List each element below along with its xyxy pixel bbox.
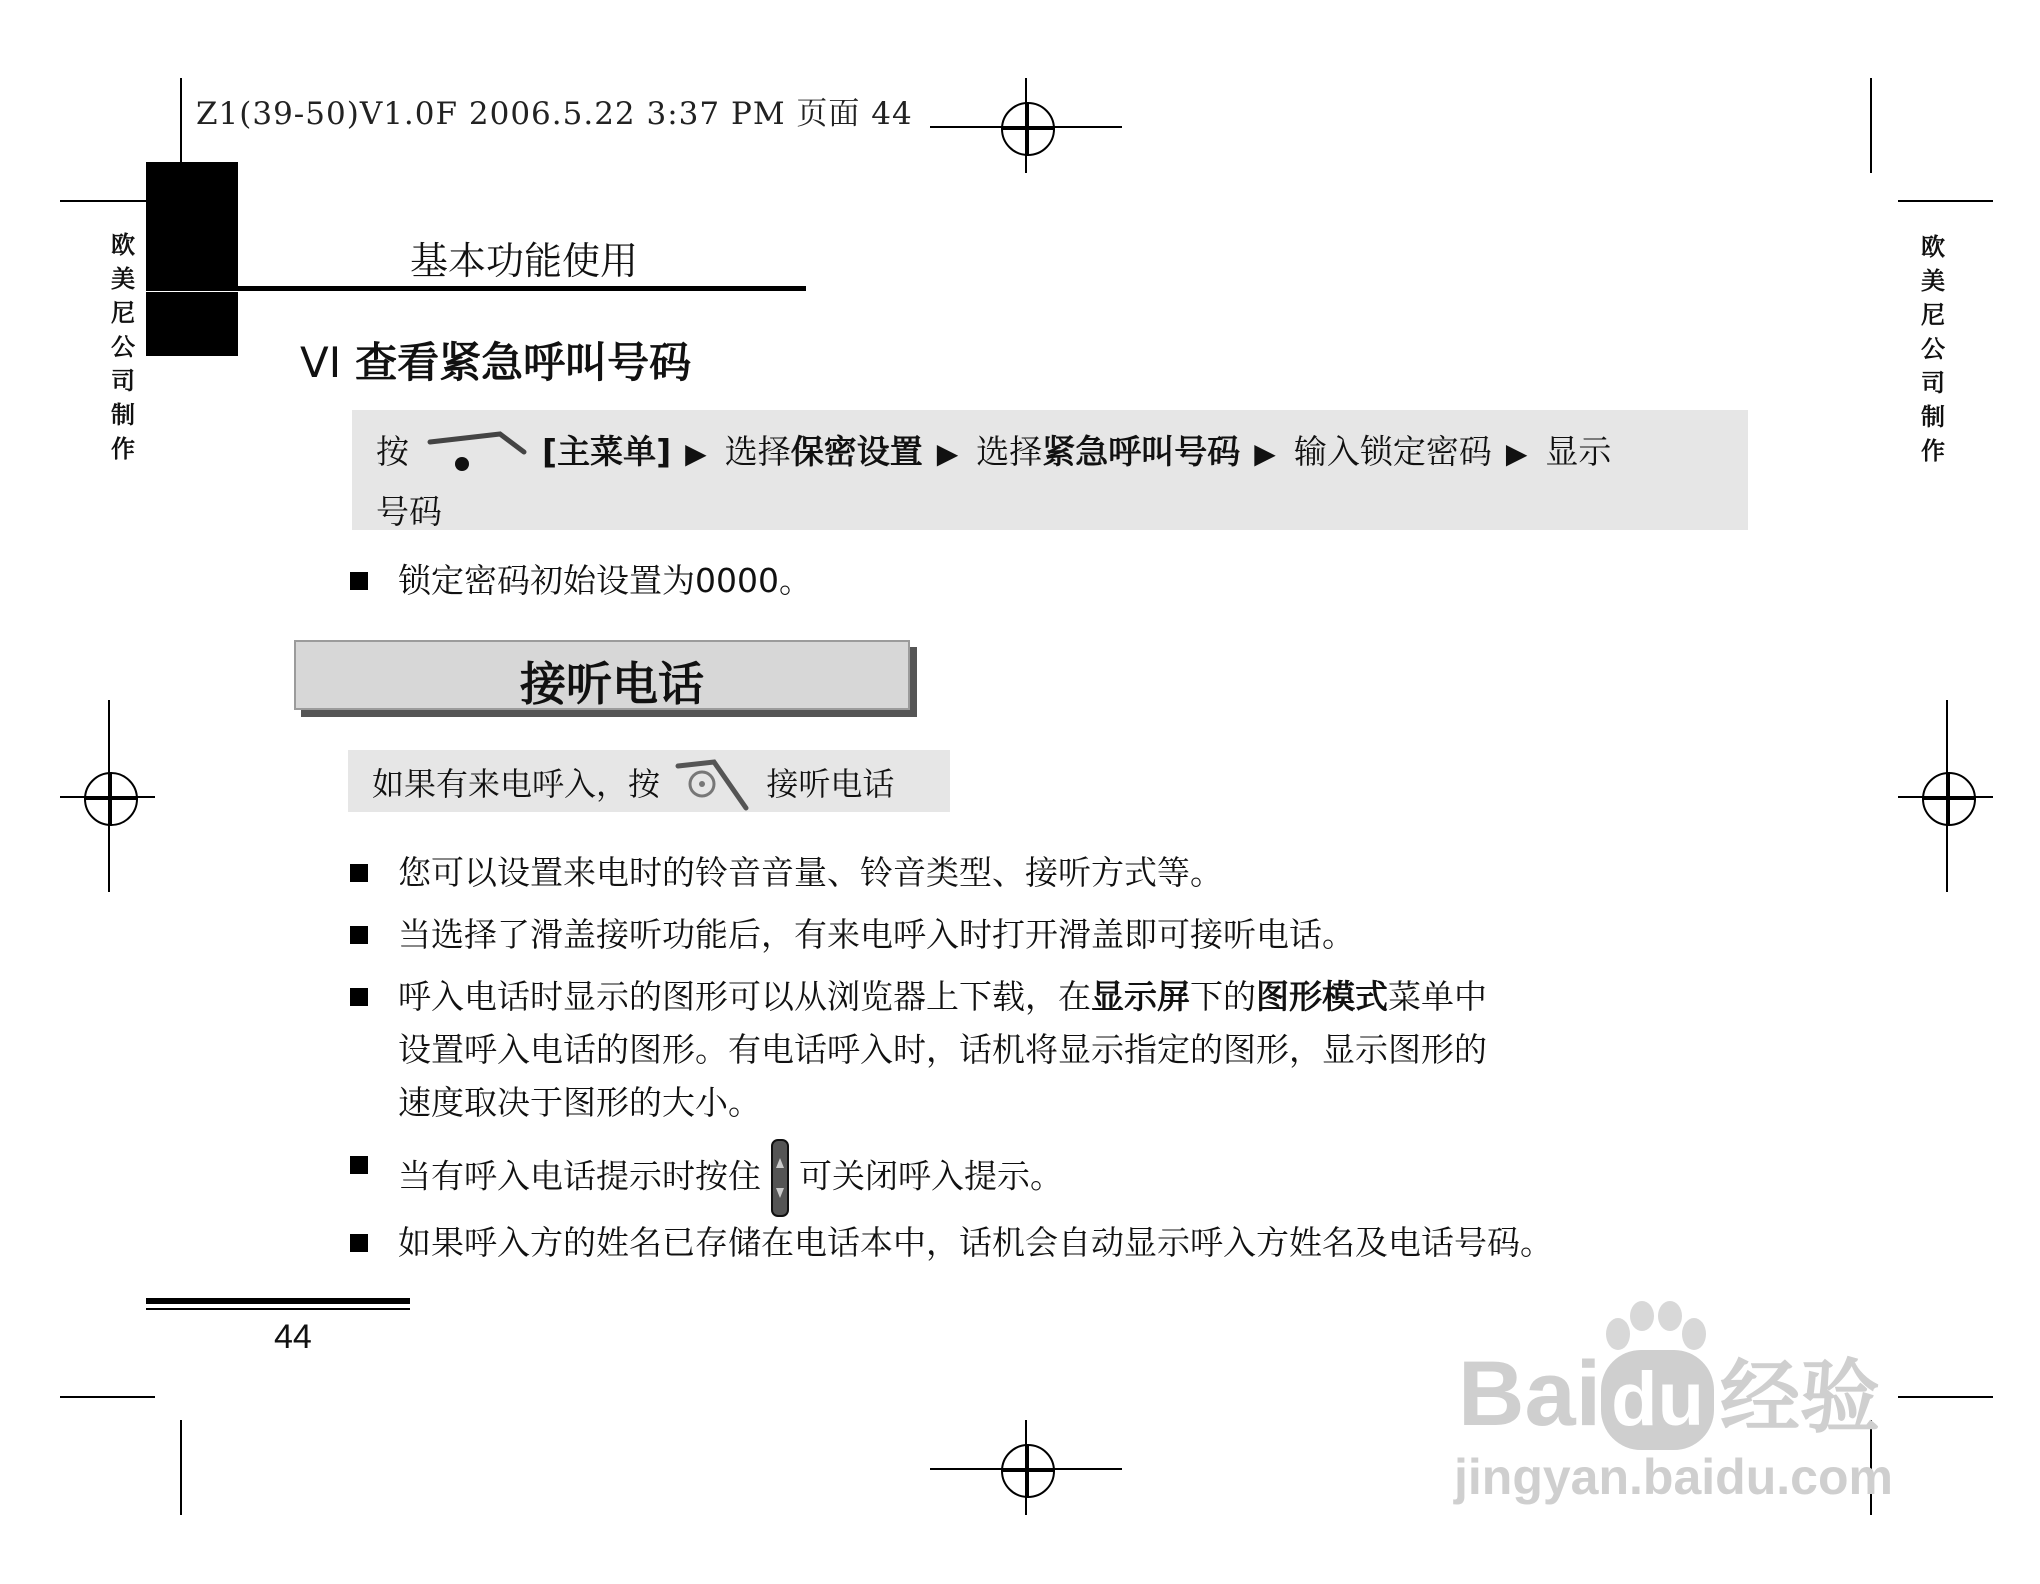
- registration-mark: [1001, 102, 1055, 156]
- footer-rule: [146, 1308, 410, 1310]
- call-send-icon: [674, 758, 752, 814]
- watermark-logo: [1458, 1344, 1880, 1450]
- arrow-right-icon: ▶: [685, 437, 707, 470]
- crop-mark: [1898, 200, 1993, 202]
- text-run: 菜单中: [1388, 977, 1487, 1016]
- registration-mark: [1001, 1444, 1055, 1498]
- arrow-right-icon: ▶: [1505, 437, 1528, 470]
- crop-mark: [180, 78, 182, 173]
- arrow-right-icon: ▶: [936, 437, 959, 470]
- crop-mark: [1870, 78, 1872, 173]
- chapter-tab: [146, 162, 238, 286]
- bullet-square-icon: [350, 864, 368, 882]
- side-char: 作: [111, 435, 135, 463]
- side-char: 司: [111, 367, 135, 395]
- heading-numeral: VI: [300, 338, 342, 387]
- side-text-left: [108, 228, 138, 466]
- instruction-prefix: 如果有来电呼入，按: [372, 765, 661, 803]
- side-char: 美: [111, 265, 135, 293]
- section-title: 接听电话: [520, 657, 704, 711]
- procedure-select: 选择: [724, 432, 791, 471]
- emergency-number-label: 紧急呼叫号码: [1042, 432, 1241, 471]
- page-heading: [300, 330, 691, 390]
- text-run: 呼入电话时显示的图形可以从浏览器上下载，在: [398, 977, 1091, 1016]
- chapter-tab: [146, 292, 238, 356]
- side-char: 制: [1921, 403, 1945, 431]
- list-item: [350, 846, 1790, 899]
- section-label: 基本功能使用: [410, 239, 639, 283]
- print-slug: Z1(39-50)V1.0F 2006.5.22 3:37 PM 页面 44: [196, 96, 913, 132]
- list-item: [350, 554, 1790, 607]
- text-run: 下的: [1190, 977, 1256, 1016]
- list-item-text: [398, 970, 1790, 1023]
- registration-mark: [1922, 772, 1976, 826]
- text-run: 可关闭呼入提示。: [799, 1156, 1063, 1196]
- display-label: 显示: [1545, 432, 1612, 471]
- side-char: 司: [1921, 369, 1945, 397]
- list-item-text: 您可以设置来电时的铃音音量、铃音类型、接听方式等。: [398, 853, 1223, 892]
- side-char: 公: [1921, 335, 1945, 363]
- bullet-square-icon: [350, 926, 368, 944]
- left-softkey-icon: [424, 430, 528, 478]
- graphic-mode-label: 图形模式: [1256, 977, 1388, 1016]
- list-item-continuation: [350, 1023, 1790, 1076]
- text-run: 当有呼入电话提示时按住: [398, 1156, 761, 1196]
- list-item-text: 设置呼入电话的图形。有电话呼入时，话机将显示指定的图形，显示图形的: [398, 1030, 1487, 1069]
- procedure-line-1: [376, 426, 1611, 478]
- list-item-text: [398, 1138, 1790, 1218]
- display-screen-label: 显示屏: [1091, 977, 1190, 1016]
- page-number: 44: [274, 1318, 312, 1356]
- list-item-continuation: [350, 1076, 1790, 1129]
- baidu-watermark: [1450, 1300, 1930, 1505]
- procedure-line-2: 号码: [376, 492, 442, 531]
- footer-rule: [146, 1298, 410, 1304]
- main-menu-label: [主菜单]: [542, 432, 672, 471]
- instruction-suffix: 接听电话: [766, 765, 895, 803]
- list-item-text: 如果呼入方的姓名已存储在电话本中，话机会自动显示呼入方姓名及电话号码。: [398, 1223, 1553, 1262]
- side-char: 作: [1921, 437, 1945, 465]
- procedure-press: 按: [376, 432, 409, 471]
- list-item-text: 速度取决于图形的大小。: [398, 1083, 761, 1122]
- bullet-square-icon: [350, 572, 368, 590]
- enter-code-label: 输入锁定密码: [1293, 432, 1492, 471]
- registration-mark: [84, 772, 138, 826]
- bullet-square-icon: [350, 1156, 368, 1174]
- list-item: [350, 970, 1790, 1023]
- bullet-square-icon: [350, 988, 368, 1006]
- side-char: 美: [1921, 267, 1945, 295]
- side-char: 尼: [1921, 301, 1945, 329]
- list-item-text: 当选择了滑盖接听功能后，有来电呼入时打开滑盖即可接听电话。: [398, 915, 1355, 954]
- heading-text: 查看紧急呼叫号码: [355, 338, 692, 387]
- side-text-right: [1918, 230, 1948, 468]
- list-item: [350, 1216, 1790, 1269]
- list-item: [350, 908, 1790, 961]
- section-rule: [146, 286, 806, 291]
- side-key-icon: [769, 1138, 791, 1218]
- watermark-url: jingyan.baidu.com: [1454, 1449, 1893, 1505]
- arrow-right-icon: ▶: [1254, 437, 1276, 470]
- watermark-suffix: 经验: [1720, 1353, 1881, 1442]
- side-char: 公: [111, 333, 135, 361]
- instruction-line: [372, 758, 894, 814]
- bullet-square-icon: [350, 1234, 368, 1252]
- watermark-paw-text: du: [1601, 1350, 1714, 1450]
- procedure-select: 选择: [976, 432, 1043, 471]
- side-char: 制: [111, 401, 135, 429]
- side-char: 尼: [111, 299, 135, 327]
- list-item-text: 锁定密码初始设置为0000。: [398, 561, 812, 600]
- list-item: [350, 1138, 1790, 1218]
- crop-mark: [180, 1420, 182, 1515]
- watermark-brand: Bai: [1458, 1343, 1602, 1445]
- security-settings-label: 保密设置: [790, 432, 923, 471]
- side-char: 欧: [1921, 233, 1945, 261]
- side-char: 欧: [111, 231, 135, 259]
- crop-mark: [60, 1396, 155, 1398]
